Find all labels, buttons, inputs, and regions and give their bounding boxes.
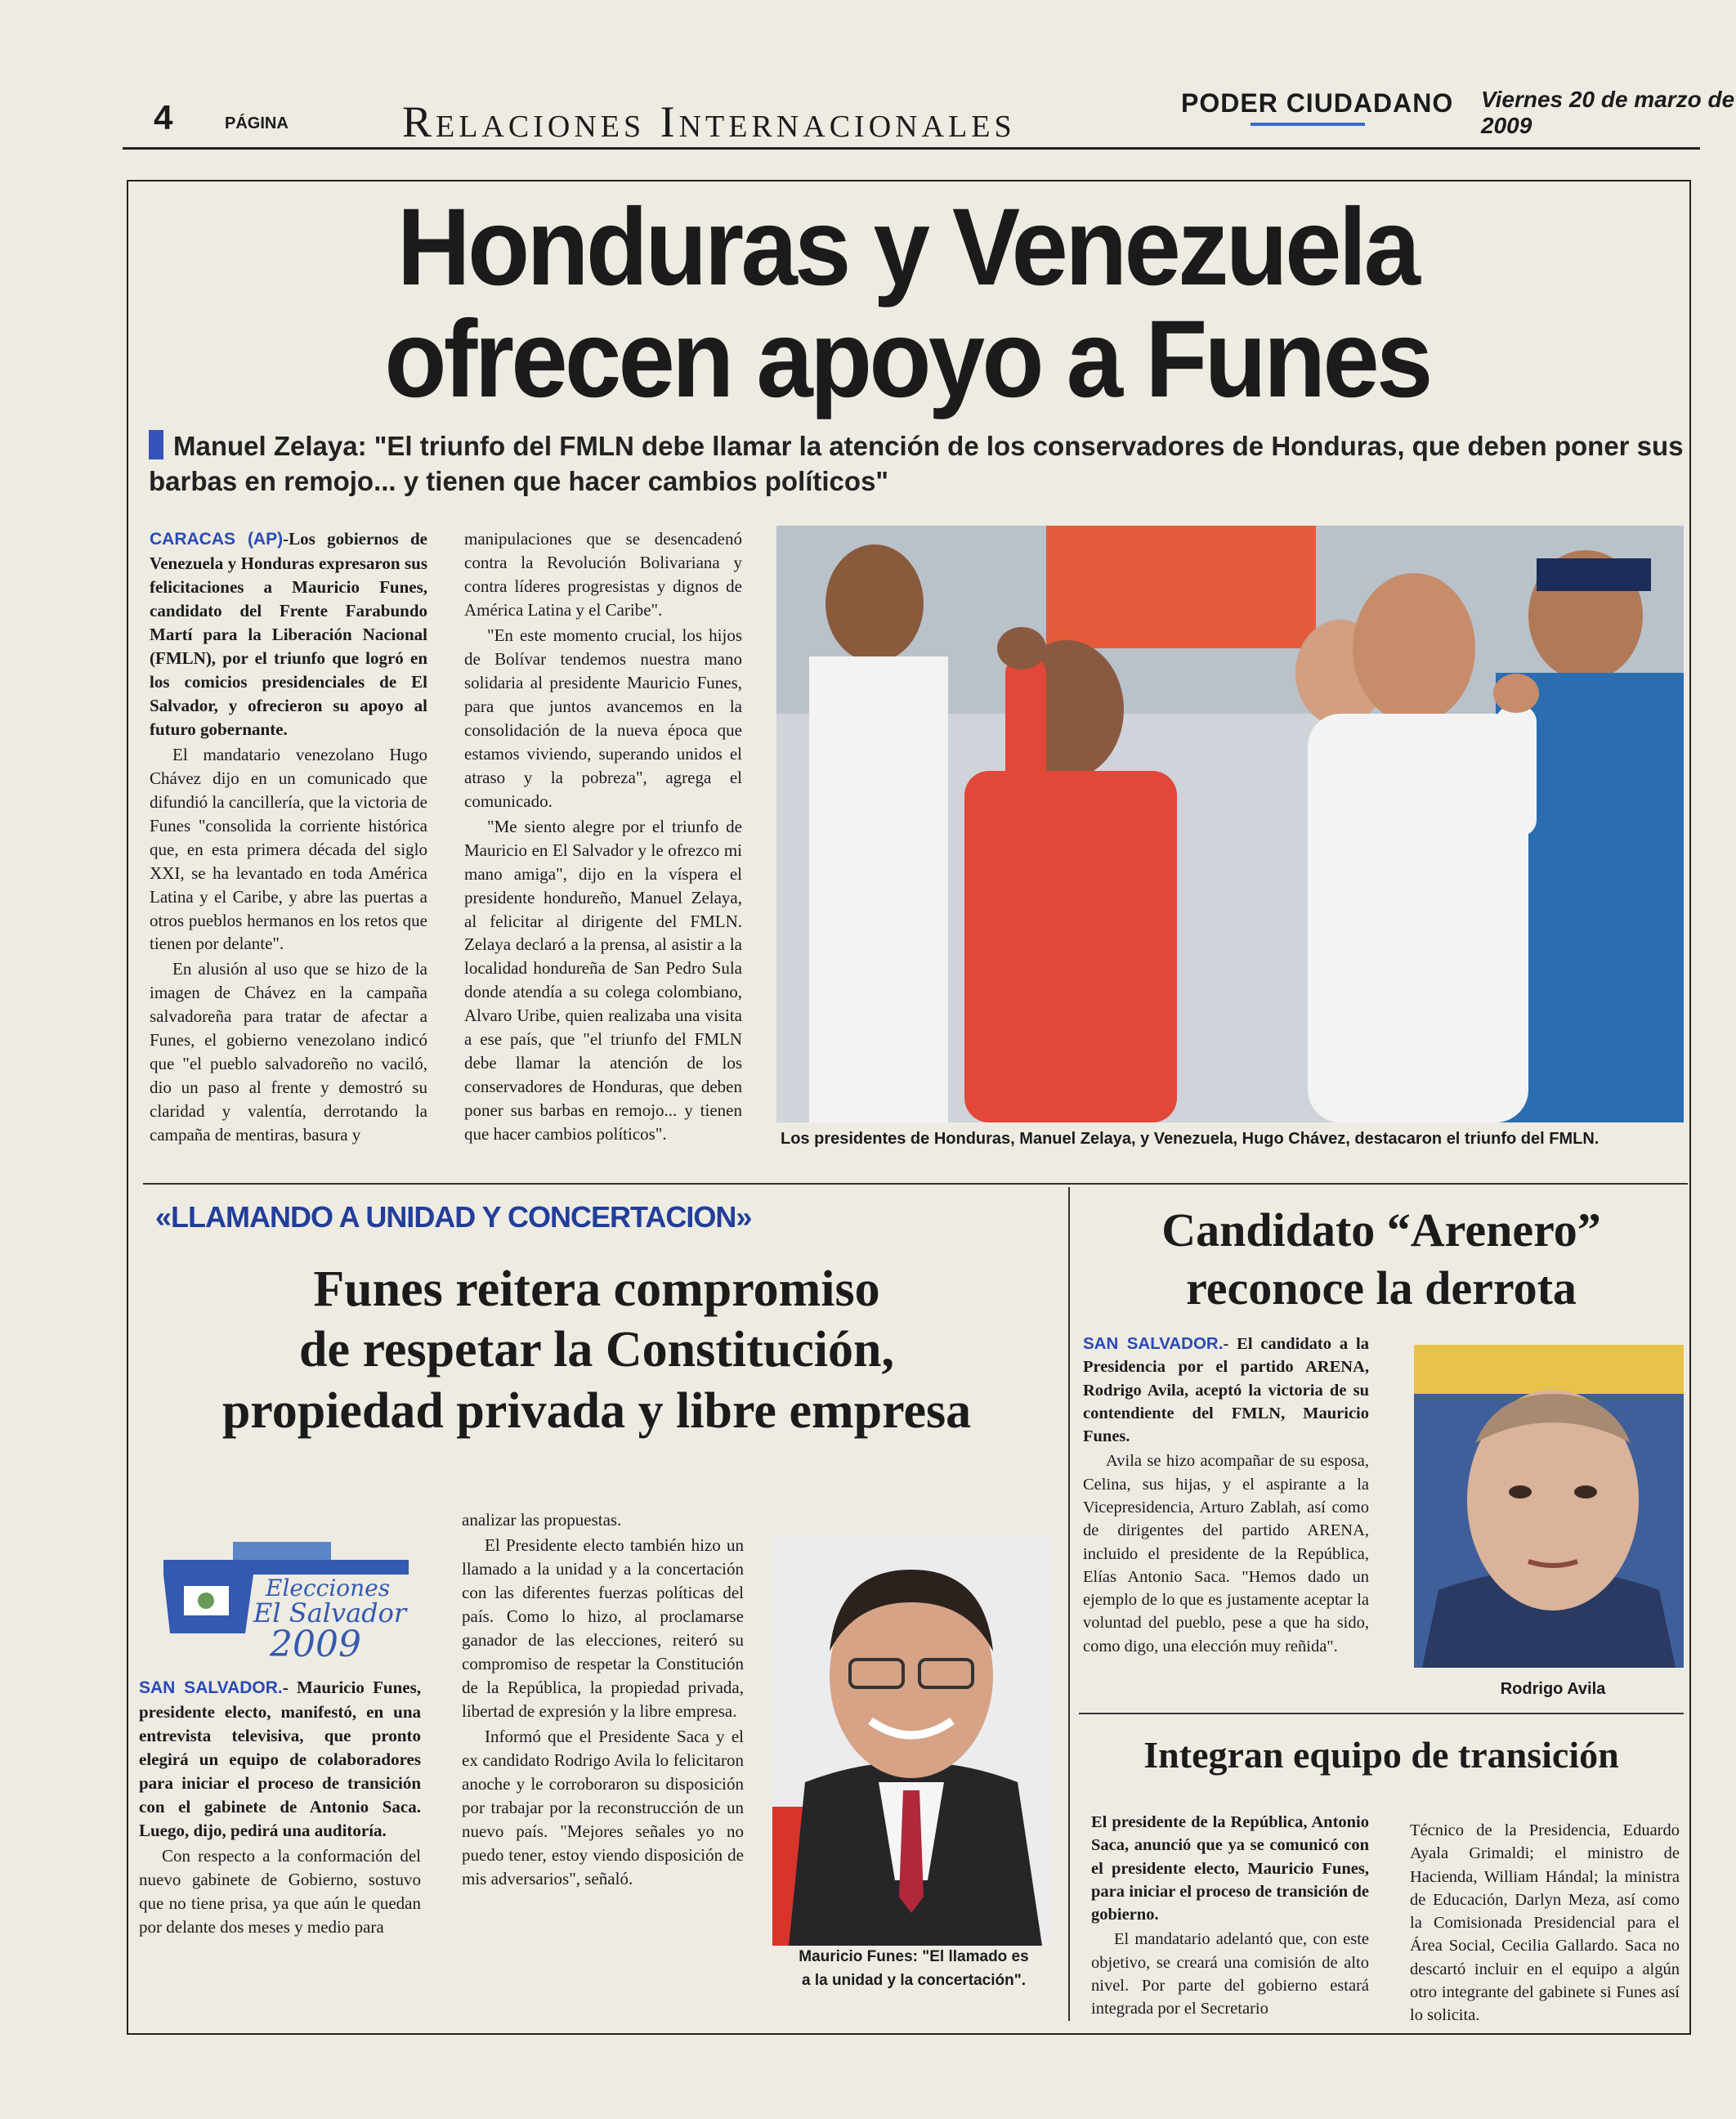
transition-col1-p2: El mandatario adelantó que, con este objetivo, se creará una comisión de alto nivel. Por parte del gobierno estará integrada por el Secretario — [1091, 1930, 1369, 2018]
lead-dateline: CARACAS (AP) — [150, 530, 284, 549]
page-label: PÁGINA — [225, 114, 289, 132]
funes-headline-line1: Funes reitera compromiso — [313, 1261, 880, 1317]
section-divider — [143, 1183, 1688, 1185]
arena-headline-line1: Candidato “Arenero” — [1161, 1203, 1601, 1257]
funes-headline — [139, 1259, 1054, 1441]
transition-column-1 — [1091, 1811, 1369, 2023]
avila-portrait — [1414, 1345, 1684, 1668]
funes-caption-line2: a la unidad y la concertación". — [801, 1971, 1027, 1989]
arena-headline — [1083, 1202, 1680, 1318]
arena-p2: Avila se hizo acompañar de su esposa, Celina, sus hijas, y el aspirante a la Vicepresidencia, Arturo Zablah, así como de dirigentes del partido ARENA, incluido el presidente de la República, Elías Antonio Saca. "Hemos dado un ejemplo de lo que es justamente aceptar la voluntad del pueblo, pese a que ha sido, como digo, una elección muy reñida". — [1083, 1452, 1369, 1655]
column-divider — [1068, 1187, 1070, 2021]
lead-headline — [186, 186, 1630, 420]
lead-photo-caption: Los presidentes de Honduras, Manuel Zelaya, y Venezuela, Hugo Chávez, destacaron el triunfo del FMLN. — [781, 1130, 1600, 1148]
lead-headline-line2: ofrecen apoyo a Funes — [384, 298, 1430, 420]
funes-col1-p2: Con respecto a la conformación del nuevo gabinete de Gobierno, sostuvo que no tiene prisa, ya que aún le quedan por delante dos meses y medio para — [139, 1845, 421, 1937]
funes-dateline: SAN SALVADOR. — [139, 1678, 283, 1697]
funes-photo — [772, 1537, 1050, 1946]
newspaper-brand: PODER CIUDADANO — [1181, 88, 1454, 118]
sidebar-divider — [1079, 1713, 1684, 1714]
funes-kicker: «LLAMANDO A UNIDAD Y CONCERTACION» — [155, 1200, 752, 1234]
lead-col2-p3: "Me siento alegre por el triunfo de Mauricio en El Salvador y le ofrezco mi mano amiga", dijo en la víspera el presidente hondureño, Manuel Zelaya, al felicitar al dirigente del FMLN. Zelaya declaró a la prensa, al asistir a la localidad hondureña de San Pedro Sula donde atendía a su colega colombiano, Alvaro Uribe, quien realizaba una visita a ese país, que "el triunfo del FMLN debe llamar la atención de los conservadores de Honduras, que deben poner sus barbas en remojo... y tienen que hacer cambios políticos". — [464, 816, 742, 1145]
lead-headline-line1: Honduras y Venezuela — [396, 186, 1418, 308]
lead-col1-p1: -Los gobiernos de Venezuela y Honduras expresaron sus felicitaciones a Mauricio Funes, candidato del Frente Farabundo Martí para la Liberación Nacional (FMLN), por el triunfo que logró en los comicios presidenciales de El Salvador, y ofrecieron su apoyo al futuro gobernante. — [150, 529, 427, 739]
funes-caption-line1: Mauricio Funes: "El llamado es — [799, 1948, 1029, 1965]
page-number: 4 — [154, 98, 173, 137]
funes-col2-p2: El Presidente electo también hizo un llamado a la unidad y a la concertación con las diferentes fuerzas políticas del país. Como lo hizo, al proclamarse ganador de las elecciones, reiteró su compromiso de respetar la Constitución de la República, la propiedad privada, libertad de expresión y la libre empresa. — [462, 1534, 744, 1721]
lead-col1-p3: En alusión al uso que se hizo de la imagen de Chávez en la campaña salvadoreña para tratar de afectar a Funes, el gobierno venezolano indicó que "el pueblo salvadoreño no vaciló, dio un paso al frente y demostró su claridad y valentía, derrotando la campaña de mentiras, basura y — [150, 959, 427, 1145]
issue-date: Viernes 20 de marzo de 2009 — [1481, 87, 1735, 138]
logo-line2: El Salvador — [253, 1597, 407, 1628]
arena-dateline: SAN SALVADOR. — [1083, 1334, 1224, 1353]
funes-col1-p1: - Mauricio Funes, presidente electo, manifestó, en una entrevista televisiva, que pronto elegirá un equipo de colaboradores para iniciar el proceso de transición con el gabinete de Antonio Saca. Luego, dijo, pedirá una auditoría. — [139, 1678, 422, 1840]
funes-headline-line2: de respetar la Constitución, — [299, 1322, 894, 1378]
avila-photo-caption: Rodrigo Avila — [1500, 1680, 1606, 1698]
avila-photo — [1414, 1345, 1684, 1668]
funes-photo-caption — [775, 1946, 1053, 1992]
masthead-rule — [123, 147, 1700, 150]
funes-portrait — [772, 1537, 1050, 1946]
transition-col2-p1: Técnico de la Presidencia, Eduardo Ayala Grimaldi; el ministro de Hacienda, William Hándal; la ministra de Educación, Darlyn Meza, así como la Comisionada Presidencial para el Área Social, Cecilia Gallardo. Saca no descartó incluir en el equipo a algún otro integrante del gabinete si Funes así lo solicita. — [1410, 1821, 1680, 2025]
funes-column-1 — [139, 1676, 421, 1941]
funes-column-2 — [462, 1508, 744, 1893]
lead-photo — [776, 526, 1684, 1122]
deck-marker — [149, 430, 163, 459]
lead-deck — [149, 429, 1685, 500]
funes-col2-p3: Informó que el Presidente Saca y el ex candidato Rodrigo Avila lo felicitaron anoche y le corroboraron su disposición por trabajar por la reconstrucción de un nuevo país. "Mejores señales yo no puedo tener, estoy viendo disposición de mis adversarios", señaló. — [462, 1726, 744, 1888]
logo-line3: 2009 — [270, 1624, 361, 1660]
arena-p1: - El candidato a la Presidencia por el partido ARENA, Rodrigo Avila, aceptó la victoria de su contendiente del FMLN, Mauricio Funes. — [1083, 1335, 1369, 1446]
lead-column-1 — [150, 527, 427, 1149]
arena-column — [1083, 1333, 1369, 1660]
lead-col2-p1: manipulaciones que se desencadenó contra la Revolución Bolivariana y contra líderes progresistas y dignos de América Latina y el Caribe". — [464, 529, 742, 620]
elections-logo — [147, 1537, 417, 1660]
lead-photo-illustration — [776, 526, 1684, 1122]
section-title: Relaciones Internacionales — [402, 97, 1016, 146]
lead-col2-p2: "En este momento crucial, los hijos de Bolívar tendemos nuestra mano solidaria al presidente Mauricio Funes, para que juntos avancemos en la consolidación de la nueva época que estamos viviendo, superando unidos el atraso y la pobreza", agrega el comunicado. — [464, 625, 742, 811]
lead-column-2 — [464, 527, 742, 1148]
transition-headline: Integran equipo de transición — [1143, 1734, 1619, 1776]
funes-col2-p1: analizar las propuestas. — [462, 1510, 622, 1530]
transition-col1-p1: El presidente de la República, Antonio Saca, anunció que ya se comunicó con el presidente electo, Mauricio Funes, para iniciar el proceso de transición de gobierno. — [1091, 1813, 1369, 1924]
lead-col1-p2: El mandatario venezolano Hugo Chávez dijo en un comunicado que difundió la cancillería, que la victoria de Funes "consolida la corriente histórica que, en esta primera década del siglo XXI, se ha levantado en toda América Latina y el Caribe, y abre las puertas a otros pueblos hermanos en los retos que tienen por delante". — [150, 744, 427, 954]
lead-deck-text: Manuel Zelaya: "El triunfo del FMLN debe llamar la atención de los conservadores de Honduras, que deben poner sus barbas en remojo... y tienen que hacer cambios políticos" — [149, 431, 1684, 496]
ballot-box-icon — [147, 1537, 417, 1660]
funes-headline-line3: propiedad privada y libre empresa — [221, 1382, 972, 1439]
transition-column-2 — [1410, 1819, 1680, 2029]
brand-underline — [1251, 123, 1365, 126]
logo-line1: Elecciones — [266, 1575, 391, 1602]
arena-headline-line2: reconoce la derrota — [1186, 1261, 1577, 1315]
